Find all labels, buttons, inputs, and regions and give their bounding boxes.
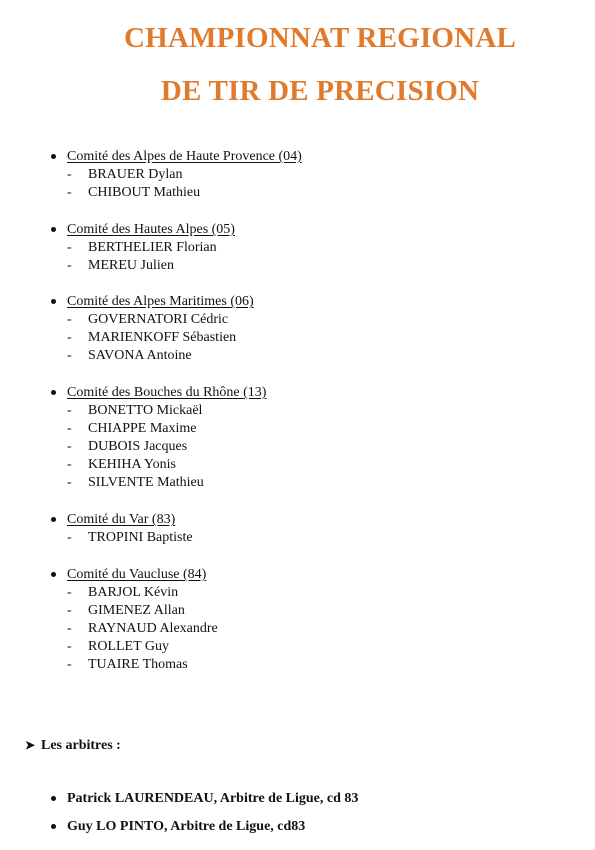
dash-icon: - [67,530,72,545]
member-name: CHIBOUT Mathieu [88,185,201,200]
bullet-icon [48,566,60,584]
member-name: BARJOL Kévin [88,585,179,600]
member-item [67,438,187,456]
arrow-bullet-icon: ➤ [25,738,36,752]
bullet-icon [48,511,60,529]
committee-name: Comité des Bouches du Rhône (13) [67,385,267,400]
dash-icon: - [67,439,72,454]
committee-name: Comité des Alpes Maritimes (06) [67,294,254,309]
member-item [67,311,228,329]
member-name: DUBOIS Jacques [88,439,188,454]
member-item [67,456,176,474]
dash-icon: - [67,348,72,363]
bullet-icon [48,818,60,836]
bullet-icon [48,384,60,402]
dash-icon: - [67,657,72,672]
member-name: GIMENEZ Allan [88,603,185,618]
arbitres-header-label: Les arbitres : [41,738,121,753]
member-item [67,638,169,656]
member-item [67,529,193,547]
member-name: SILVENTE Mathieu [88,475,204,490]
member-item [67,656,188,674]
referee-name: Patrick LAURENDEAU, Arbitre de Ligue, cd 83 [67,791,359,806]
member-name: KEHIHA Yonis [88,457,176,472]
member-name: TUAIRE Thomas [88,657,188,672]
committee-name: Comité du Var (83) [67,512,176,527]
referee-name: Guy LO PINTO, Arbitre de Ligue, cd83 [67,819,306,834]
dash-icon: - [67,312,72,327]
dash-icon: - [67,185,72,200]
bullet-icon [48,790,60,808]
member-item [67,620,218,638]
dash-icon: - [67,421,72,436]
dash-icon: - [67,240,72,255]
bullet-icon [48,221,60,239]
member-name: SAVONA Antoine [88,348,192,363]
member-item [67,184,200,202]
member-name: MARIENKOFF Sébastien [88,330,237,345]
member-item [67,584,178,602]
dash-icon: - [67,603,72,618]
dash-icon: - [67,330,72,345]
bullet-icon [48,293,60,311]
dash-icon: - [67,167,72,182]
member-name: BRAUER Dylan [88,167,183,182]
bullet-icon [48,148,60,166]
committee-name: Comité des Alpes de Haute Provence (04) [67,149,302,164]
member-item [67,329,236,347]
page-title-line1: CHAMPIONNAT REGIONAL [123,22,517,54]
member-item [67,420,197,438]
member-item [67,474,204,492]
member-item [67,257,174,275]
dash-icon: - [67,475,72,490]
dash-icon: - [67,621,72,636]
member-item [67,239,217,257]
dash-icon: - [67,258,72,273]
dash-icon: - [67,639,72,654]
member-name: CHIAPPE Maxime [88,421,197,436]
member-name: TROPINI Baptiste [88,530,193,545]
committee-name: Comité des Hautes Alpes (05) [67,222,235,237]
member-item [67,402,202,420]
member-name: BONETTO Mickaël [88,403,203,418]
dash-icon: - [67,403,72,418]
member-name: ROLLET Guy [88,639,170,654]
committee-name: Comité du Vaucluse (84) [67,567,207,582]
member-item [67,166,183,184]
member-item [67,602,185,620]
member-name: GOVERNATORI Cédric [88,312,229,327]
dash-icon: - [67,457,72,472]
member-item [67,347,192,365]
member-name: MEREU Julien [88,258,174,273]
arbitres-header [25,736,121,755]
page-title-line2: DE TIR DE PRECISION [160,75,480,107]
member-name: RAYNAUD Alexandre [88,621,218,636]
member-name: BERTHELIER Florian [88,240,217,255]
dash-icon: - [67,585,72,600]
